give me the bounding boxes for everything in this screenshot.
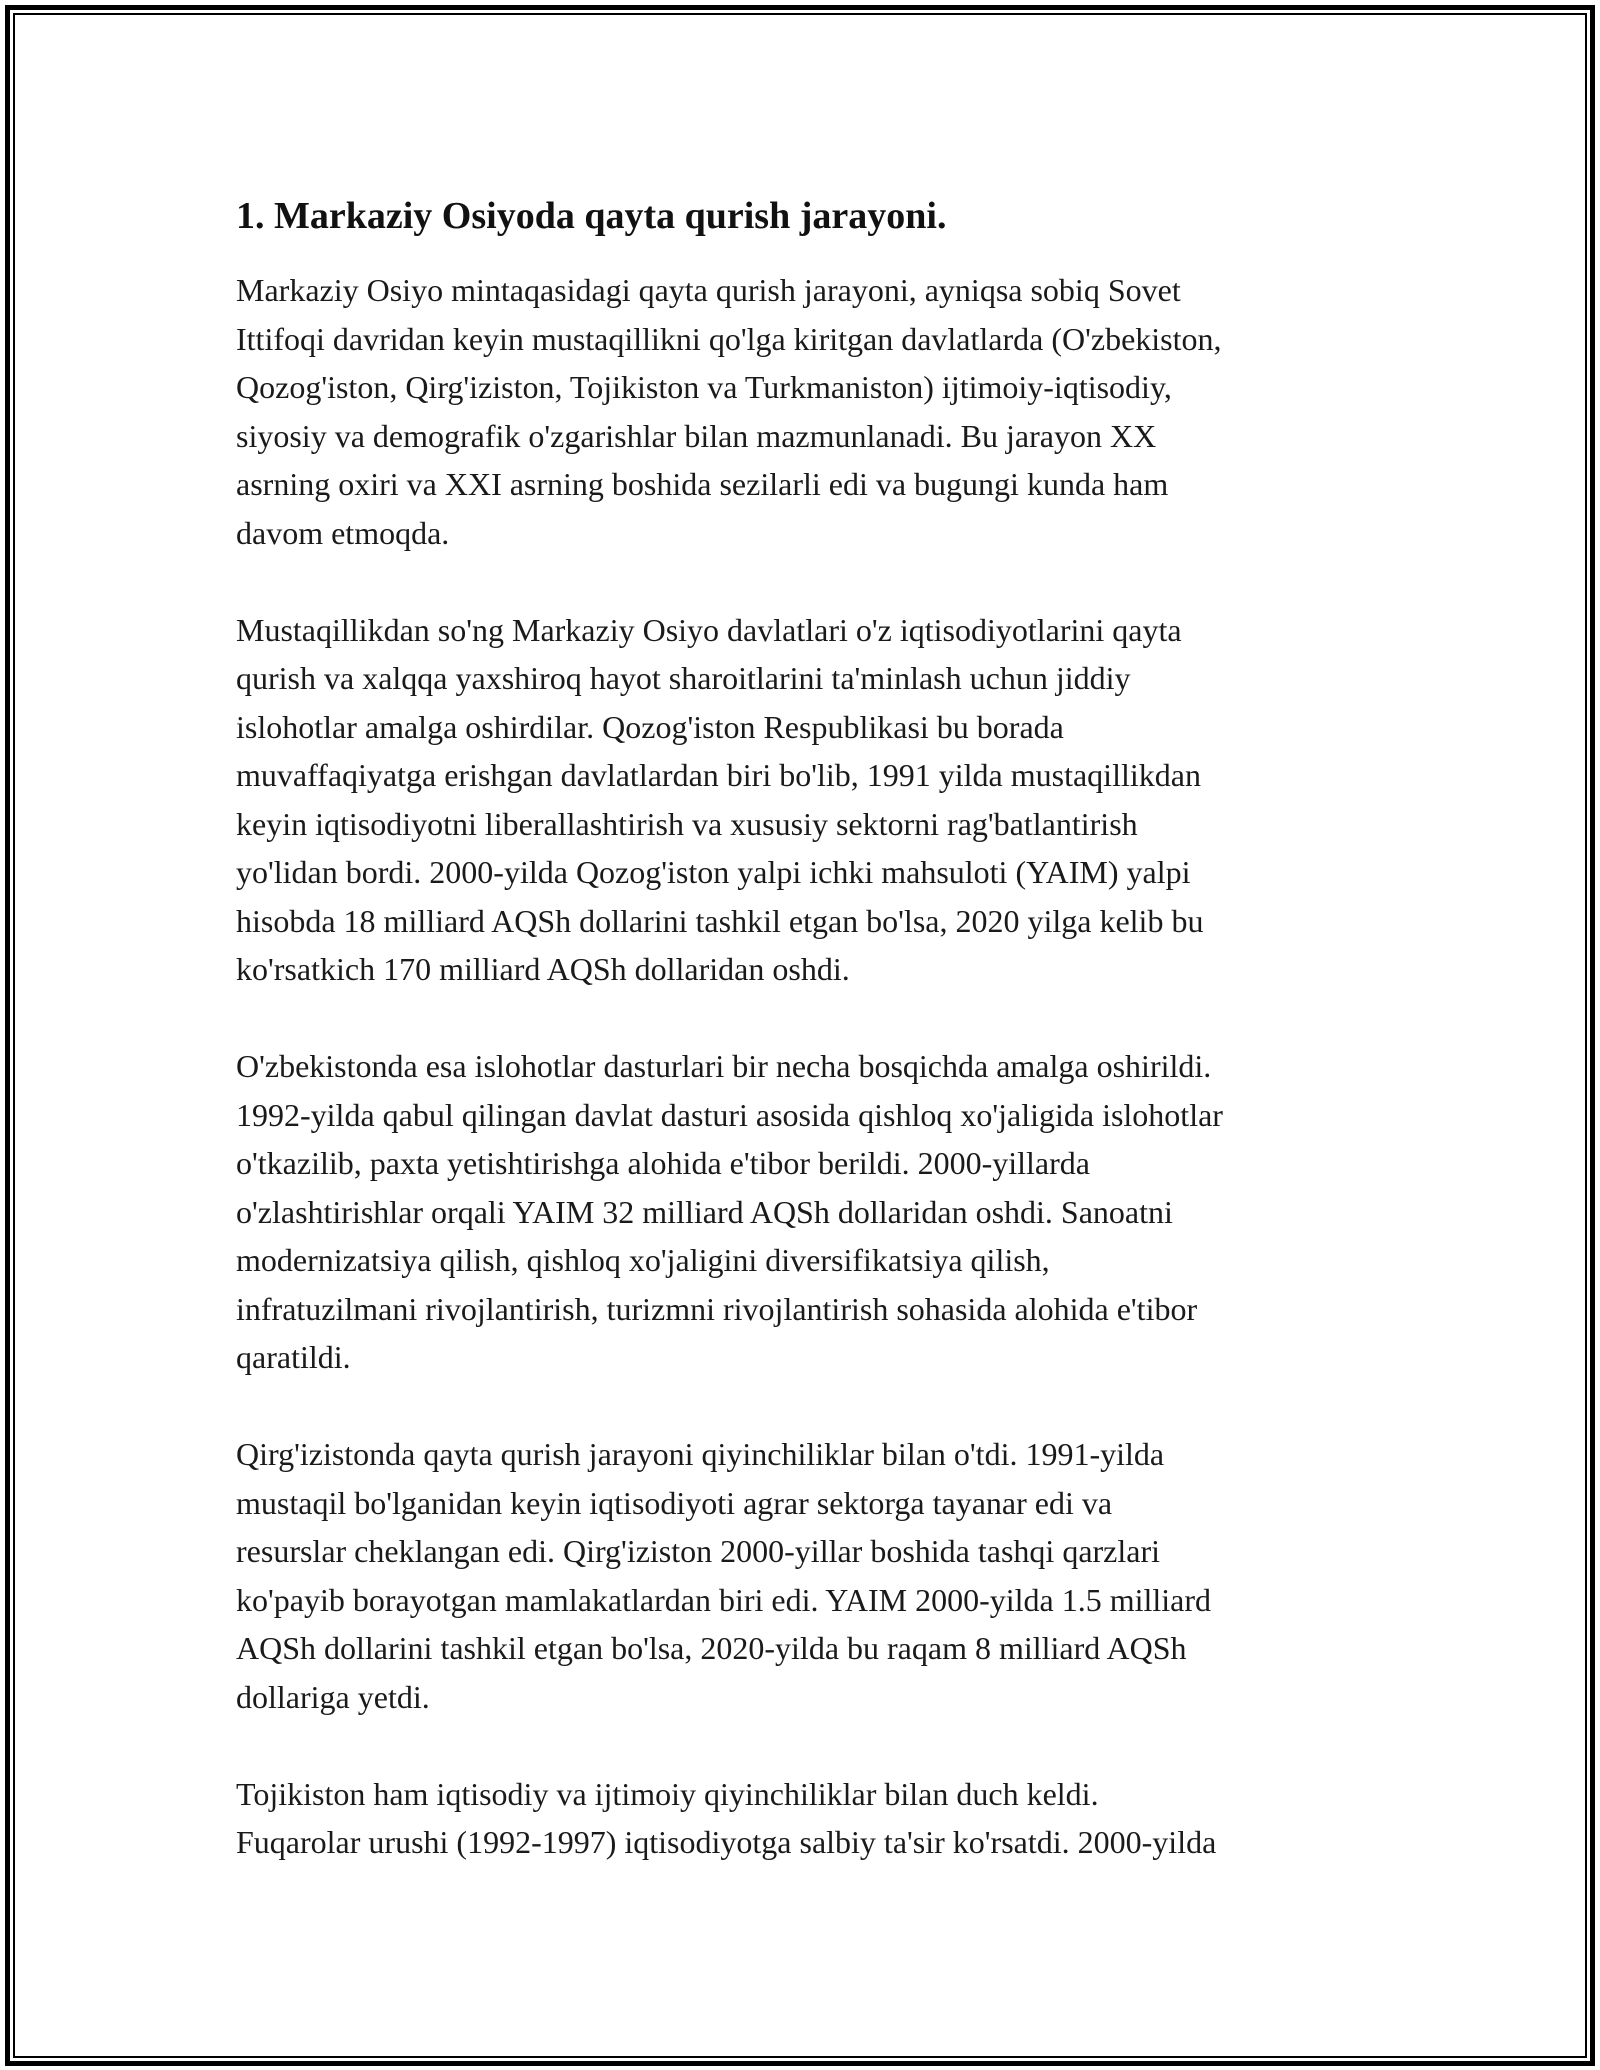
paragraph-line: davom etmoqda. bbox=[236, 514, 450, 551]
paragraph-line: mustaqil bo'lganidan keyin iqtisodiyoti agrar sektorga tayanar edi va bbox=[236, 1484, 1113, 1521]
paragraph-line: muvaffaqiyatga erishgan davlatlardan biri bo'lib, 1991 yilda mustaqillikdan bbox=[236, 757, 1201, 793]
paragraph-line: ko'rsatkich 170 milliard AQSh dollaridan oshdi. bbox=[236, 951, 850, 987]
paragraph-2 bbox=[236, 606, 1376, 994]
paragraph-1 bbox=[236, 266, 1376, 557]
paragraph-4 bbox=[236, 1430, 1376, 1721]
paragraph-line: Markaziy Osiyo mintaqasidagi qayta qurish jarayoni, ayniqsa sobiq Sovet bbox=[236, 272, 1181, 308]
paragraph-line: siyosiy va demografik o'zgarishlar bilan mazmunlanadi. Bu jarayon XX bbox=[236, 417, 1157, 454]
paragraph-line: 1992-yilda qabul qilingan davlat dasturi asosida qishloq xo'jaligida islohotlar bbox=[236, 1096, 1223, 1133]
paragraph-line: qurish va xalqqa yaxshiroq hayot sharoitlarini ta'minlash uchun jiddiy bbox=[236, 660, 1131, 696]
paragraph-line: o'zlashtirishlar orqali YAIM 32 milliard AQSh dollaridan oshdi. Sanoatni bbox=[236, 1193, 1173, 1230]
paragraph-line: Qozog'iston, Qirg'iziston, Tojikiston va Turkmaniston) ijtimoiy-iqtisodiy, bbox=[236, 369, 1172, 405]
paragraph-line: keyin iqtisodiyotni liberallashtirish va xususiy sektorni rag'batlantirish bbox=[236, 805, 1138, 842]
paragraph-line: Qirg'izistonda qayta qurish jarayoni qiyinchiliklar bilan o'tdi. 1991-yilda bbox=[236, 1436, 1165, 1472]
paragraph-line: Mustaqillikdan so'ng Markaziy Osiyo davlatlari o'z iqtisodiyotlarini qayta bbox=[236, 611, 1182, 648]
paragraph-5 bbox=[236, 1770, 1376, 1867]
section-heading: 1. Markaziy Osiyoda qayta qurish jarayoni. bbox=[236, 195, 947, 237]
paragraph-3 bbox=[236, 1042, 1376, 1382]
document-body bbox=[236, 188, 1376, 1915]
paragraph-line: Tojikiston ham iqtisodiy va ijtimoiy qiyinchiliklar bilan duch keldi. bbox=[236, 1775, 1099, 1812]
paragraph-line: qaratildi. bbox=[236, 1339, 351, 1375]
paragraph-line: hisobda 18 milliard AQSh dollarini tashkil etgan bo'lsa, 2020 yilga kelib bu bbox=[236, 902, 1204, 939]
paragraph-line: AQSh dollarini tashkil etgan bo'lsa, 2020-yilda bu raqam 8 milliard AQSh bbox=[236, 1630, 1187, 1666]
paragraph-line: dollariga yetdi. bbox=[236, 1678, 430, 1715]
paragraph-line: asrning oxiri va XXI asrning boshida sezilarli edi va bugungi kunda ham bbox=[236, 466, 1169, 502]
paragraph-line: o'tkazilib, paxta yetishtirishga alohida e'tibor berildi. 2000-yillarda bbox=[236, 1145, 1090, 1181]
paragraph-line: resurslar cheklangan edi. Qirg'iziston 2000-yillar boshida tashqi qarzlari bbox=[236, 1533, 1161, 1569]
paragraph-line: Ittifoqi davridan keyin mustaqillikni qo'lga kiritgan davlatlarda (O'zbekiston, bbox=[236, 320, 1222, 357]
paragraph-line: islohotlar amalga oshirdilar. Qozog'iston Respublikasi bu borada bbox=[236, 708, 1064, 745]
paragraph-line: O'zbekistonda esa islohotlar dasturlari bir necha bosqichda amalga oshirildi. bbox=[236, 1048, 1212, 1084]
paragraph-line: Fuqarolar urushi (1992-1997) iqtisodiyotga salbiy ta'sir ko'rsatdi. 2000-yilda bbox=[236, 1824, 1217, 1860]
paragraph-line: infratuzilmani rivojlantirish, turizmni rivojlantirish sohasida alohida e'tibor bbox=[236, 1290, 1198, 1327]
paragraph-line: yo'lidan bordi. 2000-yilda Qozog'iston yalpi ichki mahsuloti (YAIM) yalpi bbox=[236, 854, 1191, 890]
paragraph-line: ko'payib borayotgan mamlakatlardan biri edi. YAIM 2000-yilda 1.5 milliard bbox=[236, 1581, 1212, 1618]
paragraph-line: modernizatsiya qilish, qishloq xo'jaligini diversifikatsiya qilish, bbox=[236, 1242, 1050, 1278]
